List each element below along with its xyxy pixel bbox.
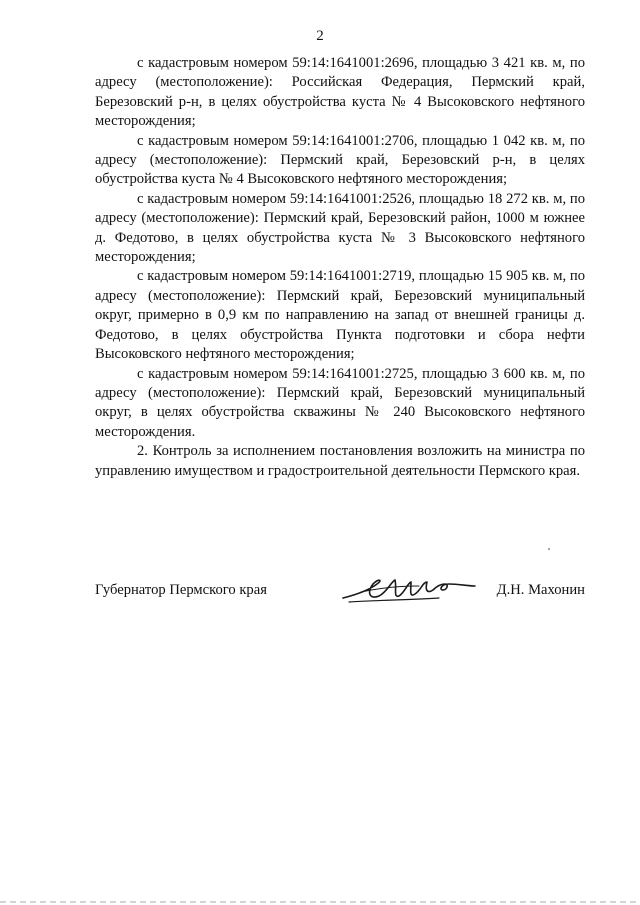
signatory-position: Губернатор Пермского края: [95, 582, 267, 598]
paragraph-plot-2526: с кадастровым номером 59:14:1641001:2526, площадью 18 272 кв. м, по адресу (местоположение): Пермский край, Березовский район, 1000 м южнее д. Федотово, в целях обустройства куста № 3 Высоковского нефтяного месторождения;: [95, 190, 585, 266]
page-number: 2: [316, 28, 324, 44]
paragraph-plot-2706: с кадастровым номером 59:14:1641001:2706, площадью 1 042 кв. м, по адресу (местоположение): Пермский край, Березовский р-н, в целях обустройства куста № 4 Высоковского нефтяного месторождения;: [95, 132, 585, 188]
signatory-name: Д.Н. Махонин: [496, 582, 585, 598]
paragraph-plot-2725: с кадастровым номером 59:14:1641001:2725, площадью 3 600 кв. м, по адресу (местоположение): Пермский край, Березовский муниципальный округ, в целях обустройства скважины № 240 Высоковского нефтяного месторождения.: [95, 365, 585, 440]
signature-block: [95, 578, 585, 618]
scan-edge: [0, 901, 640, 903]
paragraph-control: 2. Контроль за исполнением постановления возложить на министра по управлению имуществом и градостроительной деятельности Пермского края.: [95, 443, 585, 479]
handwritten-signature: [339, 570, 479, 610]
scan-speck: [548, 548, 550, 550]
paragraph-plot-2696: с кадастровым номером 59:14:1641001:2696, площадью 3 421 кв. м, по адресу (местоположение): Российская Федерация, Пермский край, Березовский р-н, в целях обустройства куста № 4 Высоковского нефтяного месторождения;: [95, 55, 585, 130]
paragraph-plot-2719: с кадастровым номером 59:14:1641001:2719, площадью 15 905 кв. м, по адресу (местоположение): Пермский край, Березовский муниципальный округ, примерно в 0,9 км по направлению на запад от внешней границы д. Федотово, в целях обустройства Пункта подготовки и сбора нефти Высоковского нефтяного месторождения;: [95, 268, 585, 363]
document-body: [95, 54, 585, 481]
